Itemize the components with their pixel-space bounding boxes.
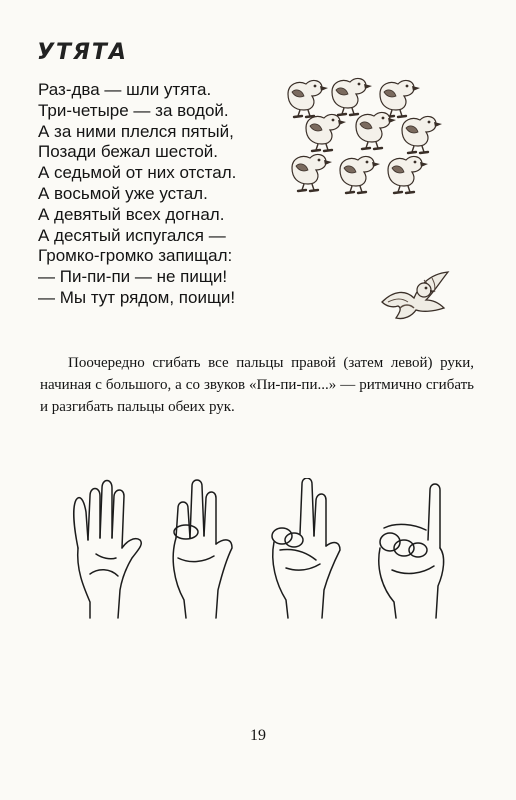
poem-line: Раз-два — шли утята.	[38, 80, 212, 99]
two-fingers-bent-hand-drawing	[272, 478, 340, 618]
poem-line: А седьмой от них отстал.	[38, 163, 237, 183]
page-title: УТЯТА	[37, 40, 128, 65]
poem-line: А девятый всех догнал.	[38, 204, 225, 224]
poem-line: Три-четыре — за водой.	[38, 100, 229, 120]
page-number: 19	[250, 727, 266, 744]
poem-line: — Пи-пи-пи — не пищи!	[38, 267, 228, 287]
bird-illustration	[378, 268, 454, 326]
open-hand-drawing	[74, 481, 141, 619]
poem-line: Позади бежал шестой.	[38, 142, 219, 162]
ducklings-illustration	[282, 72, 442, 200]
hand-gestures-illustration	[60, 478, 470, 638]
poem-line: А за ними плелся пятый,	[38, 121, 234, 141]
bent-thumb-hand-drawing	[173, 480, 232, 618]
poem-line: А восьмой уже устал.	[38, 183, 208, 203]
poem	[38, 80, 236, 309]
poem-line: — Мы тут рядом, поищи!	[38, 287, 236, 307]
poem-line: Громко-громко запищал:	[38, 246, 233, 266]
exercise-instructions: Поочередно сгибать все пальцы правой (затем левой) руки, начиная с большого, а со звуков «Пи-пи-пи...» — ритмично сгибать и разгибать пальцы обеих рук.	[40, 355, 474, 415]
poem-line: А десятый испугался —	[38, 225, 226, 245]
index-finger-up-hand-drawing	[379, 484, 444, 618]
